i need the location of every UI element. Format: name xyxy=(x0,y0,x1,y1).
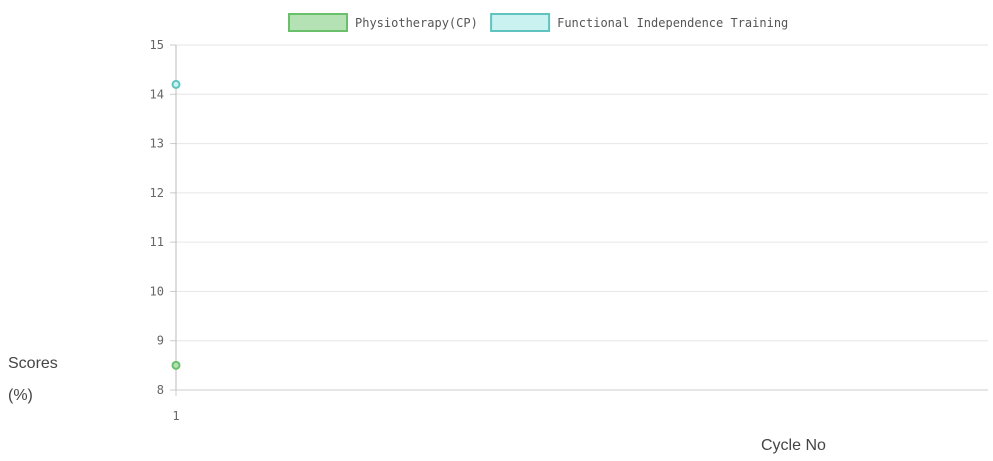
legend-swatch xyxy=(491,14,549,31)
x-tick-label: 1 xyxy=(172,409,180,423)
y-tick-label: 9 xyxy=(156,333,164,348)
y-axis-label-line2: (%) xyxy=(8,387,33,404)
gridlines xyxy=(176,45,988,390)
legend-swatch xyxy=(289,14,347,31)
legend-label: Physiotherapy(CP) xyxy=(355,16,478,30)
legend-label: Functional Independence Training xyxy=(557,16,789,30)
y-tick-label: 10 xyxy=(149,284,164,299)
y-tick-label: 12 xyxy=(149,185,164,200)
series-1 xyxy=(173,81,180,88)
y-tick-label: 13 xyxy=(149,136,164,151)
x-axis-label: Cycle No xyxy=(761,437,826,454)
legend[interactable] xyxy=(289,14,788,31)
legend-item-1[interactable] xyxy=(491,14,788,31)
y-axis-label xyxy=(8,348,98,412)
data-point xyxy=(173,362,180,369)
legend-item-0[interactable] xyxy=(289,14,478,31)
y-tick-label: 14 xyxy=(149,87,164,102)
data-point xyxy=(173,81,180,88)
axes xyxy=(170,45,988,396)
y-tick-label: 15 xyxy=(149,38,164,52)
y-axis-label-line1: Scores xyxy=(8,355,58,372)
y-tick-label: 8 xyxy=(156,383,164,397)
y-tick-label: 11 xyxy=(149,235,164,250)
series-0 xyxy=(173,362,180,369)
